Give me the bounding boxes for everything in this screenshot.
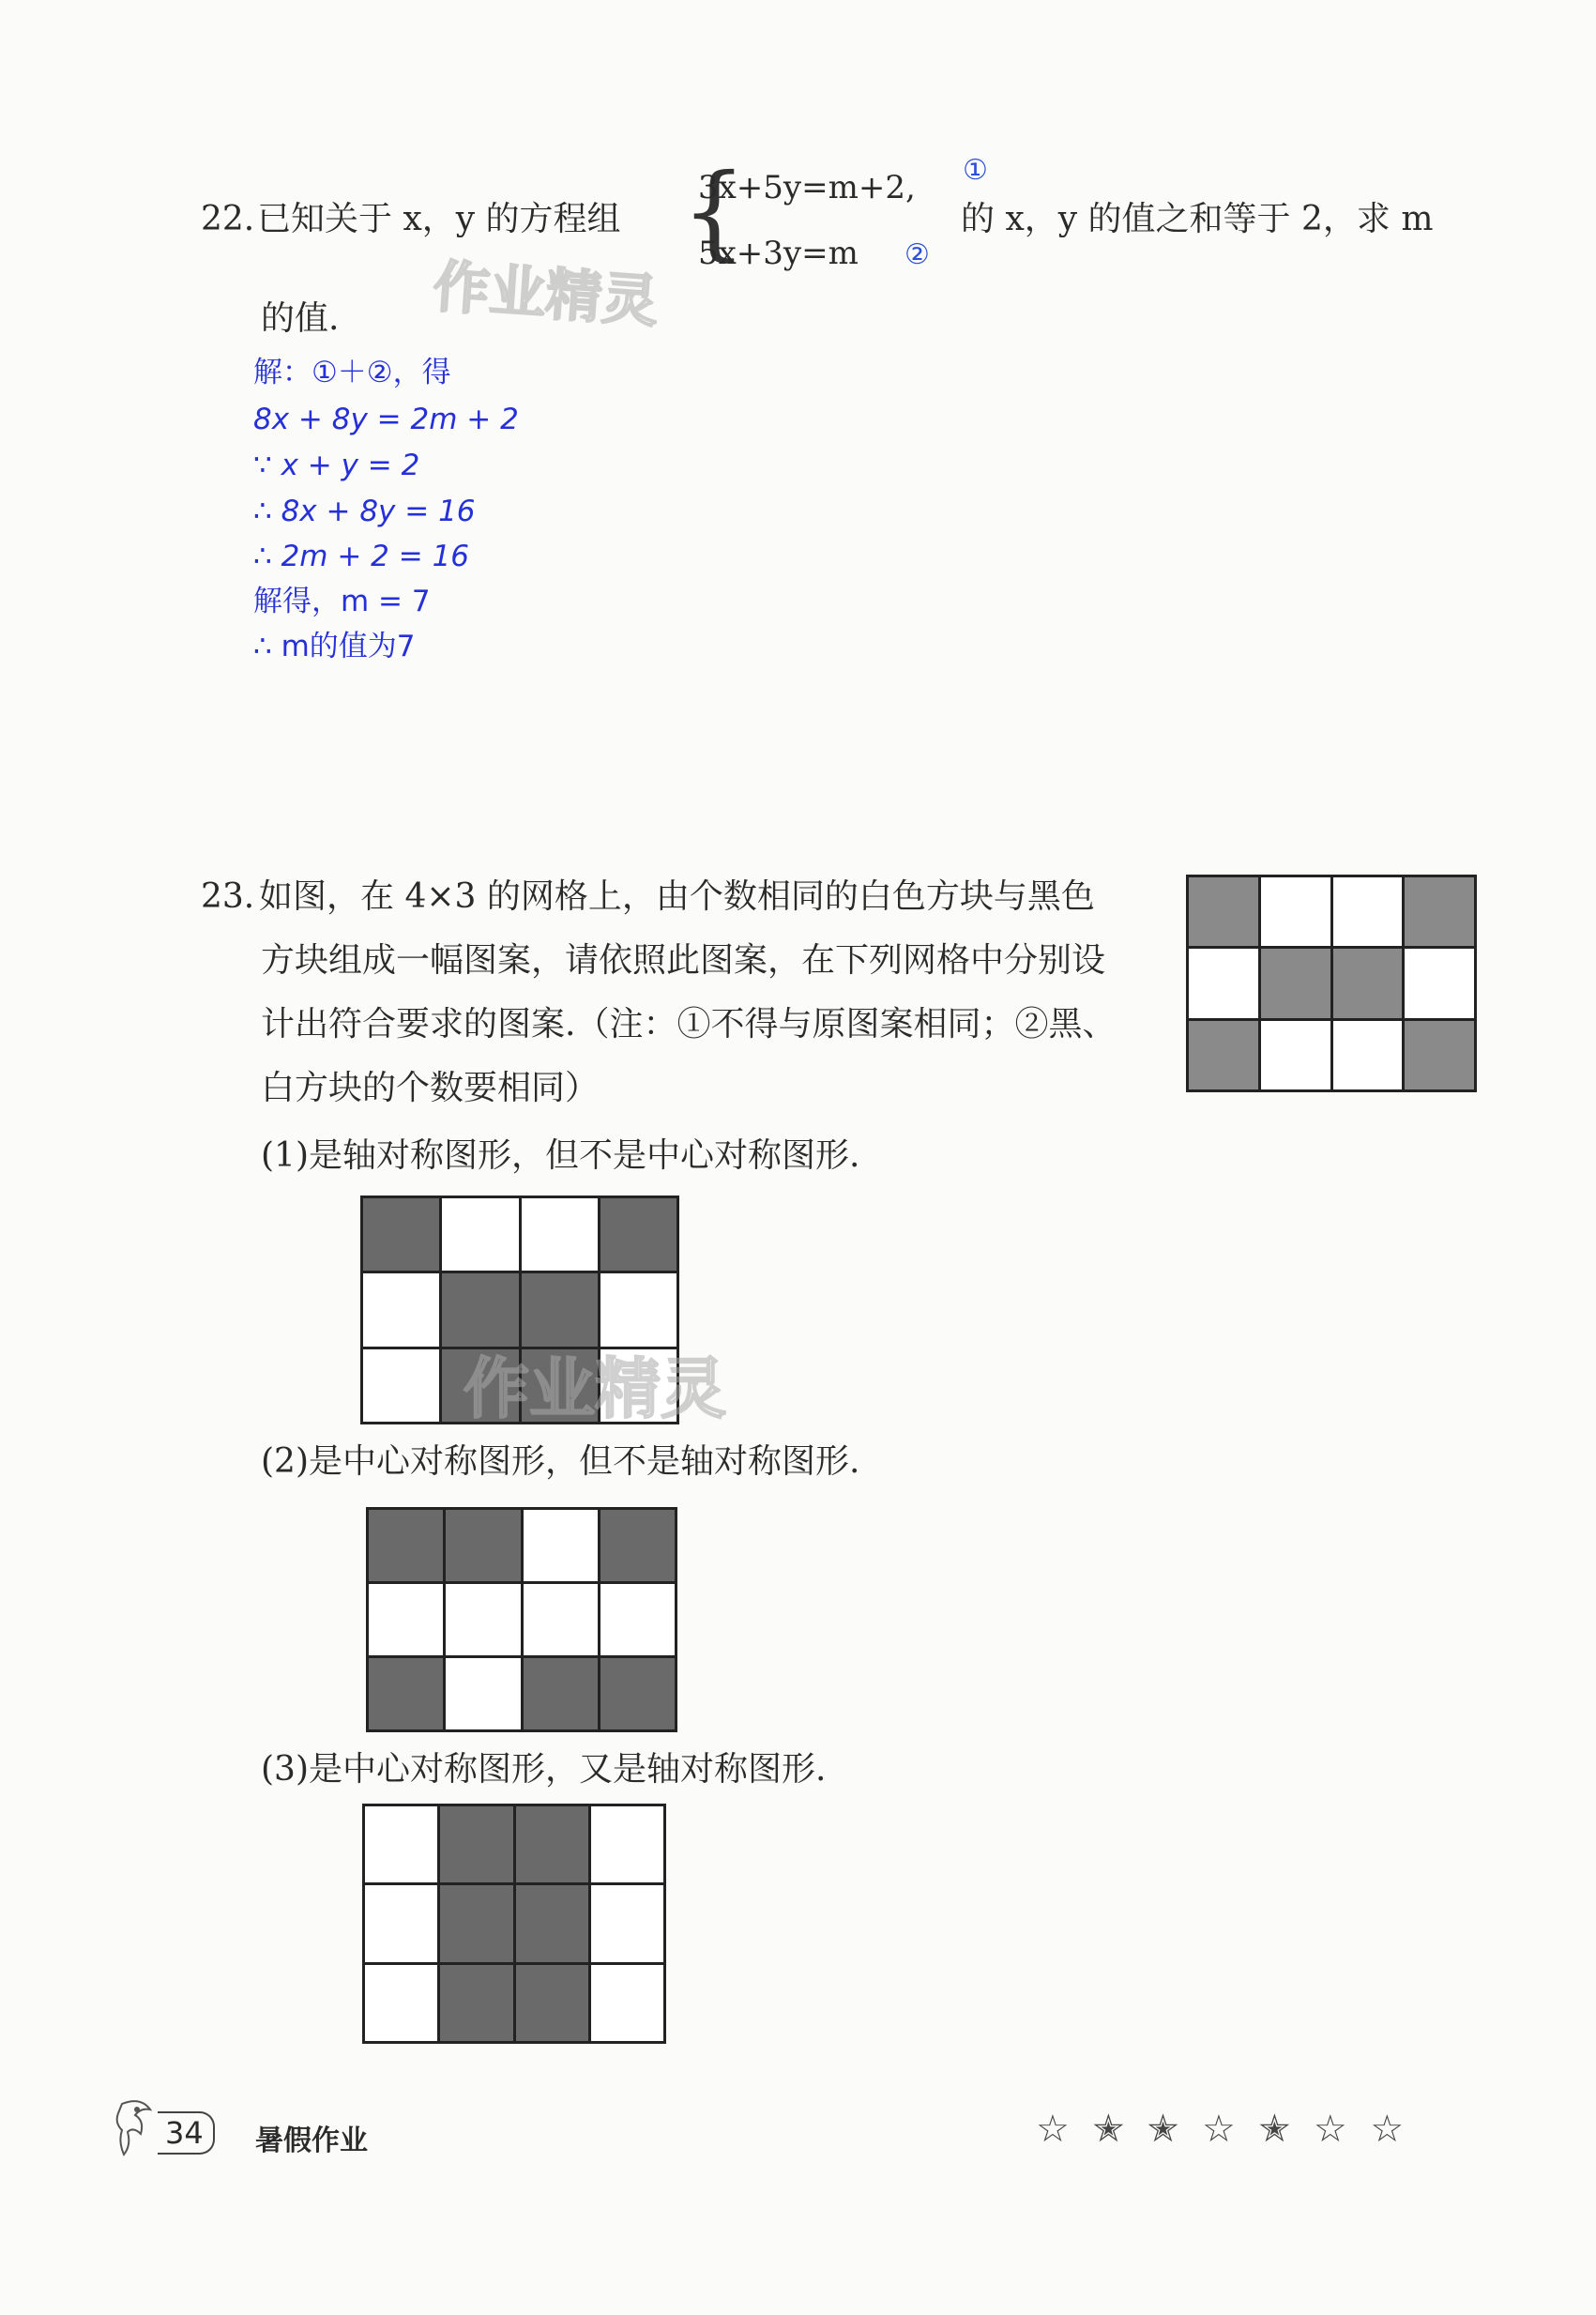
reference-grid-cell-black	[1189, 1021, 1258, 1089]
q23-part2: (2)是中心对称图形，但不是轴对称图形.	[261, 1442, 860, 1481]
q22-solution-line-6: 解得，m = 7	[253, 585, 431, 618]
part2-grid-cell-black	[600, 1510, 675, 1581]
part3-grid-cell-white	[365, 1885, 437, 1961]
q22-solution-line-5: ∴ 2m + 2 = 16	[253, 540, 470, 573]
part3-grid-cell-black	[516, 1806, 588, 1882]
q22-solution-line-7: ∴ m的值为7	[253, 630, 416, 663]
part1-grid-cell-white	[522, 1198, 598, 1271]
q23-line-4: 白方块的个数要相同）	[261, 1069, 600, 1107]
reference-grid	[1186, 875, 1477, 1092]
q22-prompt-c: 的值.	[261, 299, 340, 338]
book-title: 暑假作业	[255, 2125, 368, 2157]
part2-grid-cell-black	[600, 1658, 675, 1729]
watermark-middle: 作业精灵	[464, 1350, 726, 1427]
q22-prompt-a: 已知关于 x，y 的方程组	[257, 200, 621, 238]
q22-solution-line-2: 8x + 8y = 2m + 2	[253, 403, 519, 436]
reference-grid-cell-black	[1405, 1021, 1474, 1089]
part3-grid-cell-black	[516, 1885, 588, 1961]
footer-mascot-icon	[113, 2096, 158, 2160]
part2-grid-cell-white	[524, 1510, 598, 1581]
reference-grid-cell-white	[1405, 949, 1474, 1017]
part2-grid-cell-white	[600, 1584, 675, 1655]
reference-grid-cell-black	[1405, 877, 1474, 946]
part1-grid-cell-black	[600, 1198, 676, 1271]
reference-grid-cell-white	[1333, 877, 1403, 946]
q22-eq2: 5x+3y=m	[698, 235, 859, 272]
reference-grid-cell-white	[1261, 1021, 1330, 1089]
part3-grid-cell-white	[591, 1806, 663, 1882]
q23-number: 23.	[201, 877, 255, 916]
part3-grid-cell-black	[440, 1806, 512, 1882]
watermark-top: 作业精灵	[431, 253, 661, 336]
part2-grid-cell-white	[446, 1658, 520, 1729]
part3-grid-cell-white	[365, 1806, 437, 1882]
q23-part1: (1)是轴对称图形，但不是中心对称图形.	[261, 1136, 860, 1175]
reference-grid-cell-white	[1333, 1021, 1403, 1089]
part2-grid-cell-black	[446, 1510, 520, 1581]
part3-grid	[362, 1804, 666, 2044]
footer-stars: ☆ ✭ ✭ ☆ ✭ ☆ ☆	[1036, 2108, 1410, 2151]
q22-solution-line-3: ∵ x + y = 2	[253, 449, 420, 482]
equation-brace: {	[681, 151, 747, 271]
part1-grid-cell-white	[363, 1349, 439, 1422]
part2-grid-cell-white	[524, 1584, 598, 1655]
q23-line-1: 如图，在 4×3 的网格上，由个数相同的白色方块与黑色	[259, 877, 1095, 916]
part1-grid-cell-white	[363, 1273, 439, 1346]
page-number: 34	[158, 2111, 215, 2155]
q22-solution-line-4: ∴ 8x + 8y = 16	[253, 495, 476, 528]
part3-grid-cell-white	[591, 1965, 663, 2041]
part2-grid-cell-black	[524, 1658, 598, 1729]
q22-eq2-mark: ②	[904, 238, 930, 271]
q22-prompt-b: 的 x，y 的值之和等于 2，求 m	[961, 200, 1434, 238]
reference-grid-cell-black	[1261, 949, 1330, 1017]
q22-eq1: 3x+5y=m+2,	[698, 169, 916, 206]
part2-grid-cell-white	[369, 1584, 443, 1655]
part3-grid-cell-black	[440, 1885, 512, 1961]
part2-grid-cell-black	[369, 1510, 443, 1581]
q23-line-2: 方块组成一幅图案，请依照此图案，在下列网格中分别设	[261, 941, 1106, 980]
part1-grid-cell-black	[363, 1198, 439, 1271]
part3-grid-cell-black	[440, 1965, 512, 2041]
part1-grid-cell-white	[442, 1198, 518, 1271]
reference-grid-cell-white	[1261, 877, 1330, 946]
q22-solution-line-1: 解：①＋②，得	[253, 356, 451, 389]
part2-grid	[366, 1507, 677, 1732]
reference-grid-cell-black	[1189, 877, 1258, 946]
part3-grid-cell-white	[591, 1885, 663, 1961]
reference-grid-cell-black	[1333, 949, 1403, 1017]
q22-number: 22.	[201, 200, 255, 238]
q23-part3: (3)是中心对称图形，又是轴对称图形.	[261, 1750, 827, 1789]
part3-grid-cell-white	[365, 1965, 437, 2041]
q23-line-3: 计出符合要求的图案.（注：①不得与原图案相同；②黑、	[261, 1005, 1117, 1043]
part3-grid-cell-black	[516, 1965, 588, 2041]
part2-grid-cell-white	[446, 1584, 520, 1655]
q22-eq1-mark: ①	[963, 154, 988, 187]
part2-grid-cell-black	[369, 1658, 443, 1729]
reference-grid-cell-white	[1189, 949, 1258, 1017]
